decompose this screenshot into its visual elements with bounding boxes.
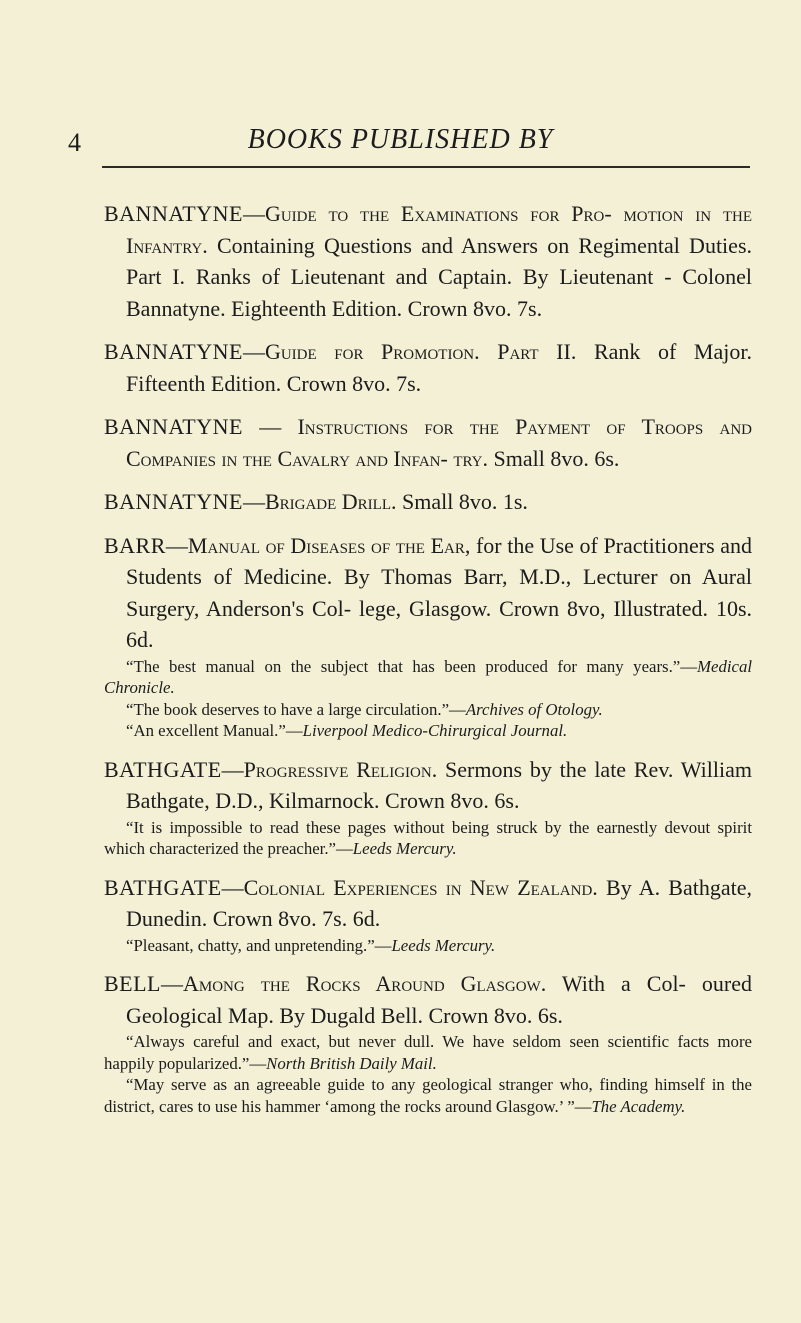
entry-description: Containing Questions and Answers on Regimental Duties. Part I. Ranks of Lieutenant and Captain. By Lieutenant - Colonel Bannatyne. Eighteenth Edition. Crown 8vo. 7s. — [126, 232, 752, 321]
entry-description: Small 8vo. 6s. — [488, 445, 620, 471]
review-text: “It is impossible to read these pages without being struck by the earnestly devout spirit which characterized the preacher.”— — [104, 817, 752, 858]
entry-title: —Progressive Religion. — [221, 756, 438, 782]
entry-author: BANNATYNE — [104, 201, 243, 226]
catalogue-entries — [104, 198, 752, 1129]
entry-author: BANNATYNE — [104, 414, 243, 439]
entry-author: BANNATYNE — [104, 489, 243, 514]
entry-author: BATHGATE — [104, 874, 222, 900]
review-quote — [104, 935, 752, 957]
review-text: “An excellent Manual.”— — [126, 721, 303, 740]
review-quote — [104, 699, 752, 721]
review-quote — [104, 656, 752, 699]
entry-author: BATHGATE — [104, 756, 222, 782]
entry-title: —Guide to the Examinations for Pro- motion in the Infantry. — [126, 201, 752, 258]
review-text: “May serve as an agreeable guide to any geological stranger who, finding himself in the district, cares to use his hammer ‘among the rocks around Glasgow.’ ”— — [104, 1075, 752, 1116]
catalogue-entry — [104, 198, 752, 324]
entry-title: —Among the Rocks Around Glasgow. — [161, 971, 547, 996]
entry-description: Small 8vo. 1s. — [396, 489, 528, 514]
review-text: “Pleasant, chatty, and unpretending.”— — [126, 935, 392, 955]
entry-description: Sermons by the late Rev. William Bathgate, D.D., Kilmarnock. Crown 8vo. 6s. — [126, 756, 753, 813]
review-text: “The book deserves to have a large circulation.”— — [126, 699, 466, 719]
entry-main-text — [104, 968, 752, 1031]
entry-main-text — [104, 486, 752, 518]
entry-main-text — [104, 872, 752, 935]
entry-main-text — [104, 530, 752, 656]
catalogue-entry — [104, 754, 752, 860]
entry-main-text — [104, 198, 752, 324]
review-source: North British Daily Mail. — [266, 1053, 437, 1073]
review-quote — [104, 720, 752, 742]
entry-main-text — [104, 754, 752, 817]
entry-description: Rank of Major. Fifteenth Edition. Crown 8vo. 7s. — [126, 339, 752, 396]
catalogue-entry — [104, 486, 752, 518]
header-rule — [102, 166, 750, 168]
entry-title: —Brigade Drill. — [242, 489, 397, 514]
review-source: Medical Chronicle. — [104, 656, 752, 697]
entry-main-text — [104, 336, 752, 399]
catalogue-entry — [104, 530, 752, 742]
entry-author: BELL — [104, 971, 161, 996]
entry-author: BARR — [104, 532, 166, 558]
entry-author: BANNATYNE — [104, 339, 243, 364]
entry-main-text — [104, 411, 752, 474]
review-source: The Academy. — [591, 1096, 686, 1116]
entry-description: for the Use of Practitioners and Students of Medicine. By Thomas Barr, M.D., Lecturer on Aural Surgery, Anderson's Col- lege, Glasgow. Crown 8vo, Illustrated. 10s. 6d. — [126, 532, 753, 652]
page-number: 4 — [68, 128, 81, 157]
catalogue-entry — [104, 872, 752, 957]
review-source: Leeds Mercury. — [391, 935, 496, 955]
catalogue-entry — [104, 336, 752, 399]
catalogue-entry — [104, 968, 752, 1117]
review-quote — [104, 1074, 752, 1117]
entry-title: — Instructions for the Payment of Troops and Companies in the Cavalry and Infan- try. — [126, 414, 752, 471]
review-source: Archives of Otology. — [465, 699, 603, 719]
catalogue-entry — [104, 411, 752, 474]
review-text: “The best manual on the subject that has been produced for many years.”— — [126, 656, 698, 676]
review-quote — [104, 817, 752, 860]
entry-description: By A. Bathgate, Dunedin. Crown 8vo. 7s. 6d. — [126, 874, 752, 931]
entry-description: With a Col- oured Geological Map. By Dugald Bell. Crown 8vo. 6s. — [126, 971, 752, 1028]
review-quote — [104, 1031, 752, 1074]
entry-title: —Guide for Promotion. Part II. — [242, 339, 577, 364]
review-text: “Always careful and exact, but never dull. We have seldom seen scientific facts more happily popularized.”— — [104, 1032, 752, 1073]
review-source: Leeds Mercury. — [352, 839, 457, 858]
review-source: Liverpool Medico-Chirurgical Journal. — [302, 721, 568, 740]
entry-title: —Colonial Experiences in New Zealand. — [221, 874, 598, 900]
entry-title: —Manual of Diseases of the Ear, — [165, 532, 471, 558]
running-head: BOOKS PUBLISHED BY — [247, 124, 554, 155]
